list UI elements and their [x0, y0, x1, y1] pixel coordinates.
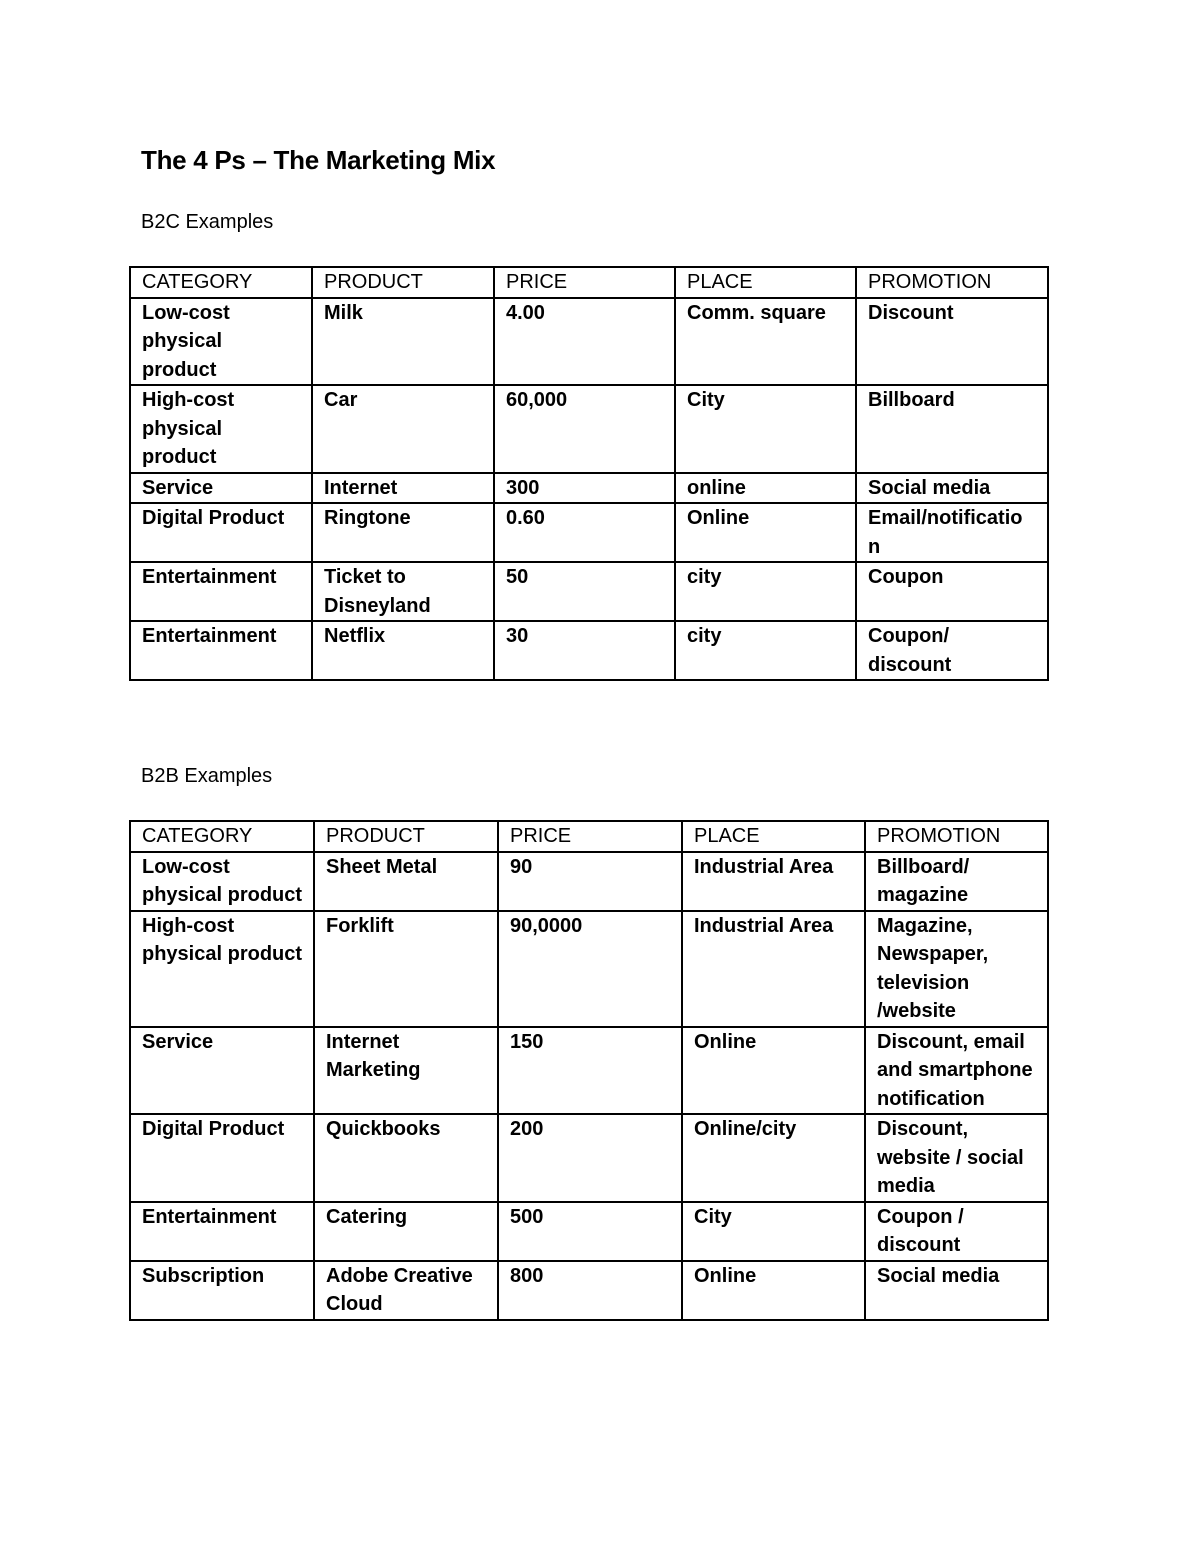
table-header-row: [130, 821, 1048, 852]
price-cell: 200: [498, 1114, 682, 1202]
table-row: [130, 621, 1048, 680]
table-row: [130, 1202, 1048, 1261]
category-cell: Digital Product: [130, 1114, 314, 1202]
table-row: [130, 298, 1048, 386]
table-row: [130, 385, 1048, 473]
place-cell: Industrial Area: [682, 911, 865, 1027]
column-header-price: PRICE: [498, 821, 682, 852]
promotion-cell: Discount, email and smartphone notification: [865, 1027, 1048, 1115]
column-header-place: PLACE: [682, 821, 865, 852]
b2c-marketing-mix-table: [129, 266, 1049, 681]
product-cell: Netflix: [312, 621, 494, 680]
category-cell: High-cost physical product: [130, 911, 314, 1027]
table-header-row: [130, 267, 1048, 298]
promotion-cell: Social media: [856, 473, 1048, 504]
column-header-price: PRICE: [494, 267, 675, 298]
product-cell: Milk: [312, 298, 494, 386]
place-cell: City: [675, 385, 856, 473]
product-cell: Internet Marketing: [314, 1027, 498, 1115]
product-cell: Adobe Creative Cloud: [314, 1261, 498, 1320]
table-row: [130, 562, 1048, 621]
product-cell: Quickbooks: [314, 1114, 498, 1202]
column-header-category: CATEGORY: [130, 821, 314, 852]
promotion-cell: Billboard: [856, 385, 1048, 473]
place-cell: Online/city: [682, 1114, 865, 1202]
promotion-cell: Coupon / discount: [865, 1202, 1048, 1261]
price-cell: 50: [494, 562, 675, 621]
category-cell: Low-cost physical product: [130, 298, 312, 386]
document-title: The 4 Ps – The Marketing Mix: [141, 145, 496, 175]
column-header-place: PLACE: [675, 267, 856, 298]
table-row: [130, 473, 1048, 504]
column-header-promotion: PROMOTION: [856, 267, 1048, 298]
table-row: [130, 503, 1048, 562]
column-header-promotion: PROMOTION: [865, 821, 1048, 852]
product-cell: Sheet Metal: [314, 852, 498, 911]
promotion-cell: Discount, website / social media: [865, 1114, 1048, 1202]
category-cell: Digital Product: [130, 503, 312, 562]
price-cell: 30: [494, 621, 675, 680]
place-cell: Comm. square: [675, 298, 856, 386]
promotion-cell: Coupon/ discount: [856, 621, 1048, 680]
category-cell: Service: [130, 473, 312, 504]
promotion-cell: Coupon: [856, 562, 1048, 621]
promotion-cell: Email/notificatio n: [856, 503, 1048, 562]
promotion-cell: Billboard/ magazine: [865, 852, 1048, 911]
price-cell: 90: [498, 852, 682, 911]
place-cell: City: [682, 1202, 865, 1261]
product-cell: Ticket to Disneyland: [312, 562, 494, 621]
category-cell: High-cost physical product: [130, 385, 312, 473]
table-row: [130, 1027, 1048, 1115]
b2b-section-label: B2B Examples: [141, 765, 273, 787]
promotion-cell: Magazine, Newspaper, television /website: [865, 911, 1048, 1027]
category-cell: Low-cost physical product: [130, 852, 314, 911]
category-cell: Subscription: [130, 1261, 314, 1320]
place-cell: Online: [682, 1261, 865, 1320]
price-cell: 0.60: [494, 503, 675, 562]
product-cell: Car: [312, 385, 494, 473]
column-header-category: CATEGORY: [130, 267, 312, 298]
category-cell: Entertainment: [130, 1202, 314, 1261]
table-row: [130, 911, 1048, 1027]
place-cell: city: [675, 562, 856, 621]
place-cell: Industrial Area: [682, 852, 865, 911]
place-cell: city: [675, 621, 856, 680]
product-cell: Internet: [312, 473, 494, 504]
price-cell: 90,0000: [498, 911, 682, 1027]
product-cell: Ringtone: [312, 503, 494, 562]
category-cell: Entertainment: [130, 621, 312, 680]
product-cell: Forklift: [314, 911, 498, 1027]
price-cell: 4.00: [494, 298, 675, 386]
b2c-section-label: B2C Examples: [141, 211, 274, 233]
b2b-marketing-mix-table: [129, 820, 1049, 1321]
price-cell: 300: [494, 473, 675, 504]
column-header-product: PRODUCT: [312, 267, 494, 298]
place-cell: online: [675, 473, 856, 504]
product-cell: Catering: [314, 1202, 498, 1261]
price-cell: 500: [498, 1202, 682, 1261]
place-cell: Online: [675, 503, 856, 562]
price-cell: 800: [498, 1261, 682, 1320]
place-cell: Online: [682, 1027, 865, 1115]
column-header-product: PRODUCT: [314, 821, 498, 852]
table-row: [130, 1261, 1048, 1320]
promotion-cell: Discount: [856, 298, 1048, 386]
category-cell: Entertainment: [130, 562, 312, 621]
table-row: [130, 1114, 1048, 1202]
promotion-cell: Social media: [865, 1261, 1048, 1320]
table-row: [130, 852, 1048, 911]
category-cell: Service: [130, 1027, 314, 1115]
price-cell: 150: [498, 1027, 682, 1115]
price-cell: 60,000: [494, 385, 675, 473]
